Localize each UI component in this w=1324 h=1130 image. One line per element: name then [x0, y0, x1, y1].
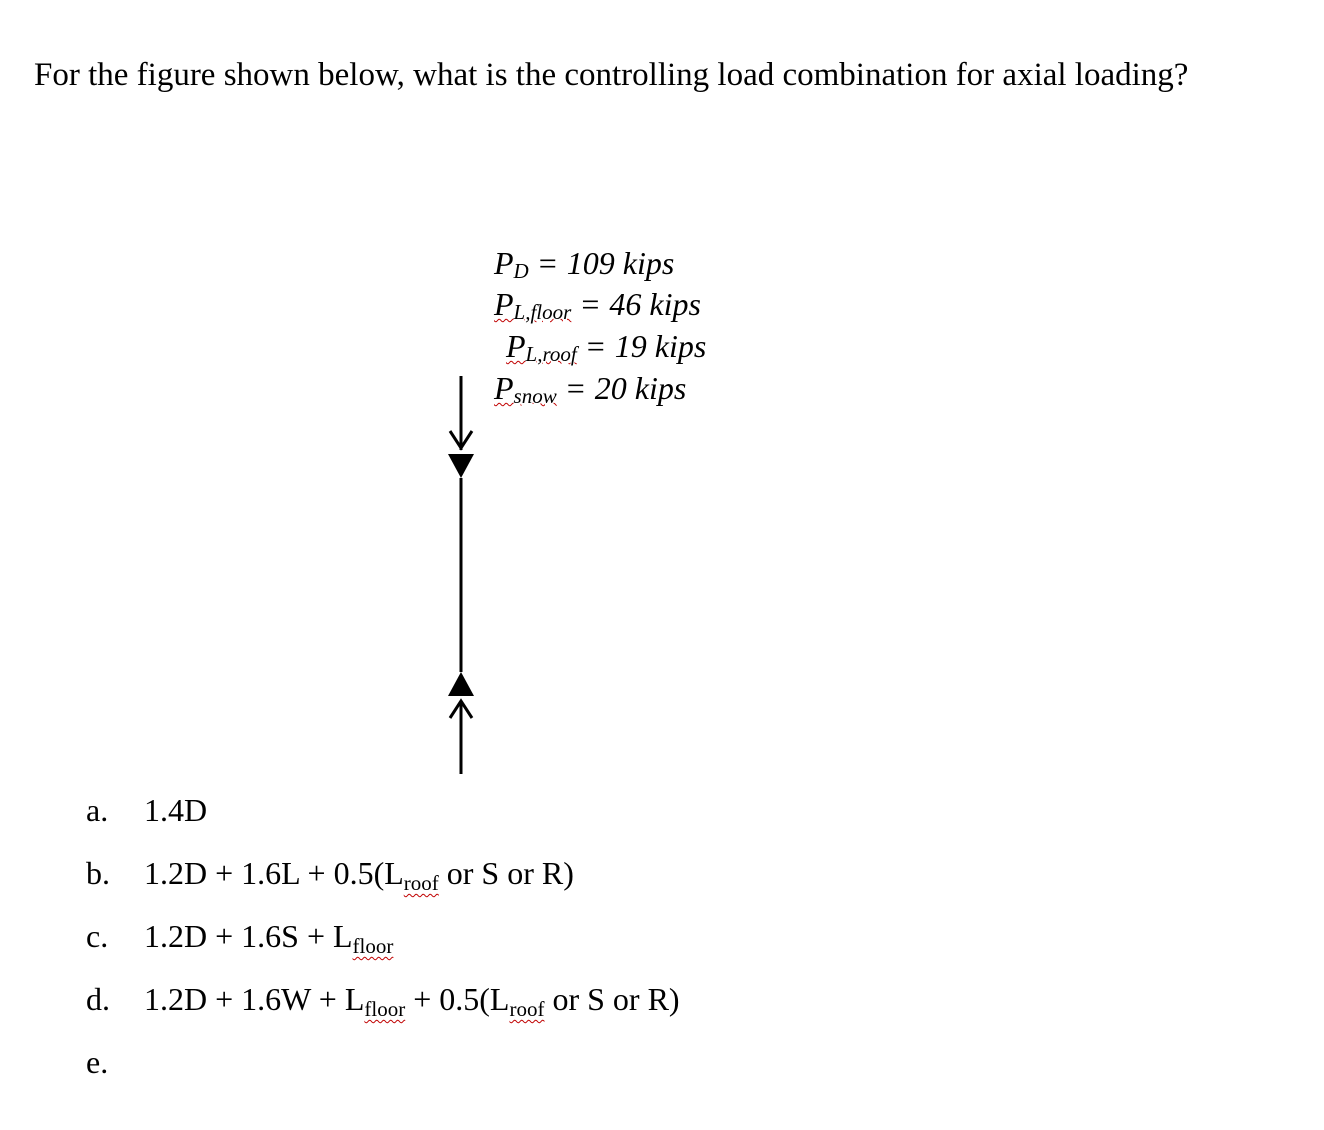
option-text: 1.4D	[144, 792, 208, 828]
option-e[interactable]	[86, 1040, 144, 1084]
option-text: 1.2D + 1.6L + 0.5(L	[144, 855, 404, 891]
option-text: 1.2D + 1.6S + L	[144, 918, 353, 954]
option-subscript: floor	[352, 934, 394, 958]
load-subscript: snow	[513, 384, 557, 408]
option-subscript: roof	[403, 871, 439, 895]
equals-sign: =	[538, 245, 557, 281]
option-letter: c.	[86, 918, 109, 954]
option-b[interactable]	[86, 851, 574, 899]
top-arrow-head	[450, 431, 472, 448]
load-value: 19 kips	[614, 328, 707, 364]
load-live-floor	[494, 283, 701, 329]
top-support-triangle	[448, 454, 474, 478]
load-snow	[494, 367, 686, 413]
option-text: or S or R)	[544, 981, 680, 1017]
option-subscript: roof	[509, 997, 545, 1021]
option-text: or S or R)	[438, 855, 574, 891]
question-text: For the figure shown below, what is the controlling load combination for axial loading?	[34, 57, 1189, 93]
load-symbol: P	[494, 245, 514, 281]
equals-sign: =	[566, 370, 585, 406]
load-subscript: L,roof	[525, 342, 577, 366]
option-text: + 0.5(L	[405, 981, 510, 1017]
load-symbol: P	[494, 370, 514, 406]
option-letter: b.	[86, 855, 110, 891]
option-text: 1.2D + 1.6W + L	[144, 981, 365, 1017]
option-subscript: floor	[364, 997, 406, 1021]
option-a[interactable]	[86, 788, 207, 832]
equals-sign: =	[586, 328, 605, 364]
option-letter: d.	[86, 981, 110, 1017]
load-subscript: D	[513, 259, 529, 283]
option-letter: e.	[86, 1044, 109, 1080]
load-symbol: P	[506, 328, 526, 364]
equals-sign: =	[581, 286, 600, 322]
bottom-arrow-head	[450, 701, 472, 718]
load-symbol: P	[494, 286, 514, 322]
option-d[interactable]	[86, 977, 680, 1025]
option-c[interactable]	[86, 914, 393, 962]
bottom-support-triangle	[448, 672, 474, 696]
load-value: 109 kips	[566, 245, 675, 281]
option-letter: a.	[86, 792, 109, 828]
load-live-roof	[506, 325, 706, 371]
load-subscript: L,floor	[513, 300, 572, 324]
load-dead	[494, 242, 674, 288]
load-value: 46 kips	[609, 286, 701, 322]
load-value: 20 kips	[594, 370, 687, 406]
